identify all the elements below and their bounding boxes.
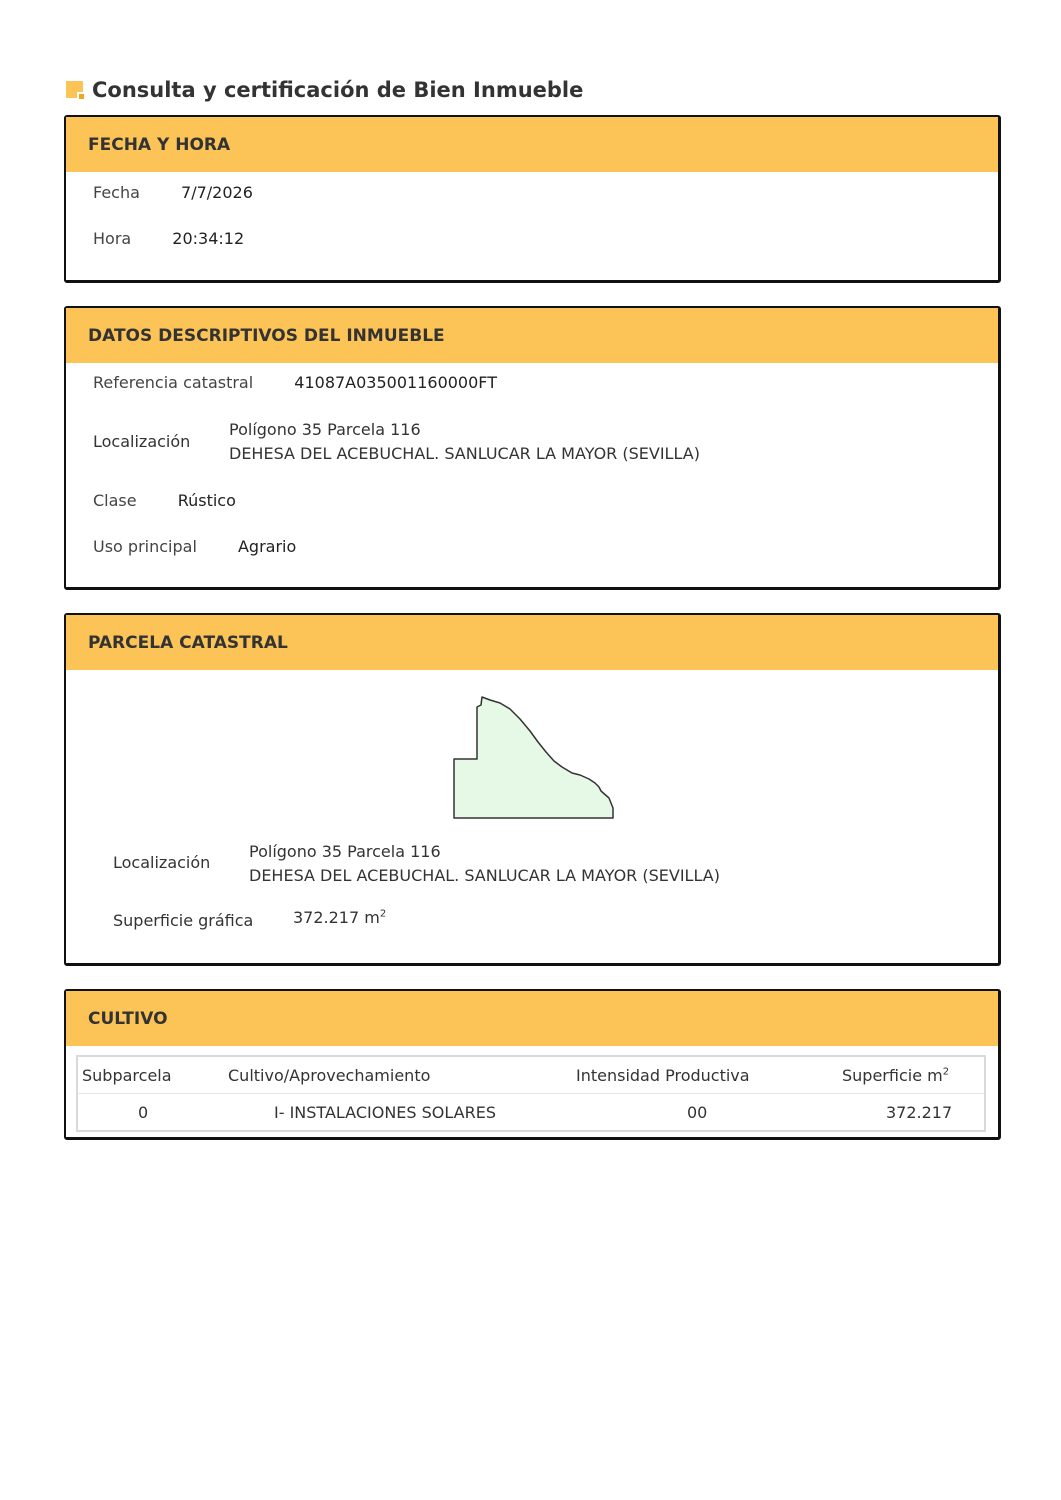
localizacion-line1: Polígono 35 Parcela 116 [229, 420, 421, 439]
datos-panel [64, 306, 1001, 590]
cell-superficie: 372.217 [886, 1102, 953, 1122]
page-title-text: Consulta y certificación de Bien Inmueble [92, 78, 584, 102]
datos-header: DATOS DESCRIPTIVOS DEL INMUEBLE [66, 308, 998, 363]
localizacion-line2: DEHESA DEL ACEBUCHAL. SANLUCAR LA MAYOR (SEVILLA) [229, 444, 700, 463]
fecha-row [93, 183, 253, 202]
table-row [77, 1094, 985, 1132]
parcela-localizacion-line2: DEHESA DEL ACEBUCHAL. SANLUCAR LA MAYOR (SEVILLA) [249, 866, 720, 885]
document-icon [66, 81, 84, 99]
col-subparcela: Subparcela [77, 1056, 224, 1094]
parcela-header: PARCELA CATASTRAL [66, 615, 998, 670]
superficie-unit-exponent: 2 [379, 908, 387, 920]
uso-value: Agrario [237, 537, 297, 556]
superficie-value: 372.217 m [293, 908, 380, 927]
superficie-value-wrap [293, 908, 386, 927]
col-intensidad: Intensidad Productiva [572, 1056, 838, 1094]
cell-cultivo: I- INSTALACIONES SOLARES [274, 1102, 497, 1122]
fecha-value: 7/7/2026 [181, 183, 253, 202]
col-superficie [838, 1056, 985, 1094]
parcel-map [452, 695, 616, 821]
parcel-shape [454, 697, 613, 818]
uso-row [93, 537, 296, 556]
clase-value: Rústico [177, 491, 236, 510]
referencia-label: Referencia catastral [93, 373, 254, 392]
localizacion-label: Localización [93, 432, 191, 451]
col-superficie-exponent: 2 [942, 1066, 950, 1078]
cell-subparcela: 0 [138, 1102, 149, 1122]
cultivo-panel [64, 989, 1001, 1140]
fecha-hora-panel [64, 115, 1001, 283]
fecha-hora-header: FECHA Y HORA [66, 117, 998, 172]
cultivo-header: CULTIVO [66, 991, 998, 1046]
fecha-label: Fecha [93, 183, 140, 202]
parcela-panel [64, 613, 1001, 966]
clase-row [93, 491, 236, 510]
cell-intensidad: 00 [687, 1102, 708, 1122]
parcela-localizacion-line1: Polígono 35 Parcela 116 [249, 842, 441, 861]
uso-label: Uso principal [93, 537, 197, 556]
page-title [66, 78, 583, 102]
clase-label: Clase [93, 491, 137, 510]
superficie-label: Superficie gráfica [113, 911, 254, 930]
hora-row [93, 229, 244, 248]
col-superficie-label: Superficie m [842, 1065, 943, 1085]
referencia-row [93, 373, 497, 392]
table-header-row [77, 1056, 985, 1094]
parcela-localizacion-label: Localización [113, 853, 211, 872]
referencia-value: 41087A035001160000FT [294, 373, 497, 392]
cultivo-table [76, 1055, 986, 1132]
col-cultivo: Cultivo/Aprovechamiento [224, 1056, 572, 1094]
hora-label: Hora [93, 229, 132, 248]
hora-value: 20:34:12 [172, 229, 245, 248]
